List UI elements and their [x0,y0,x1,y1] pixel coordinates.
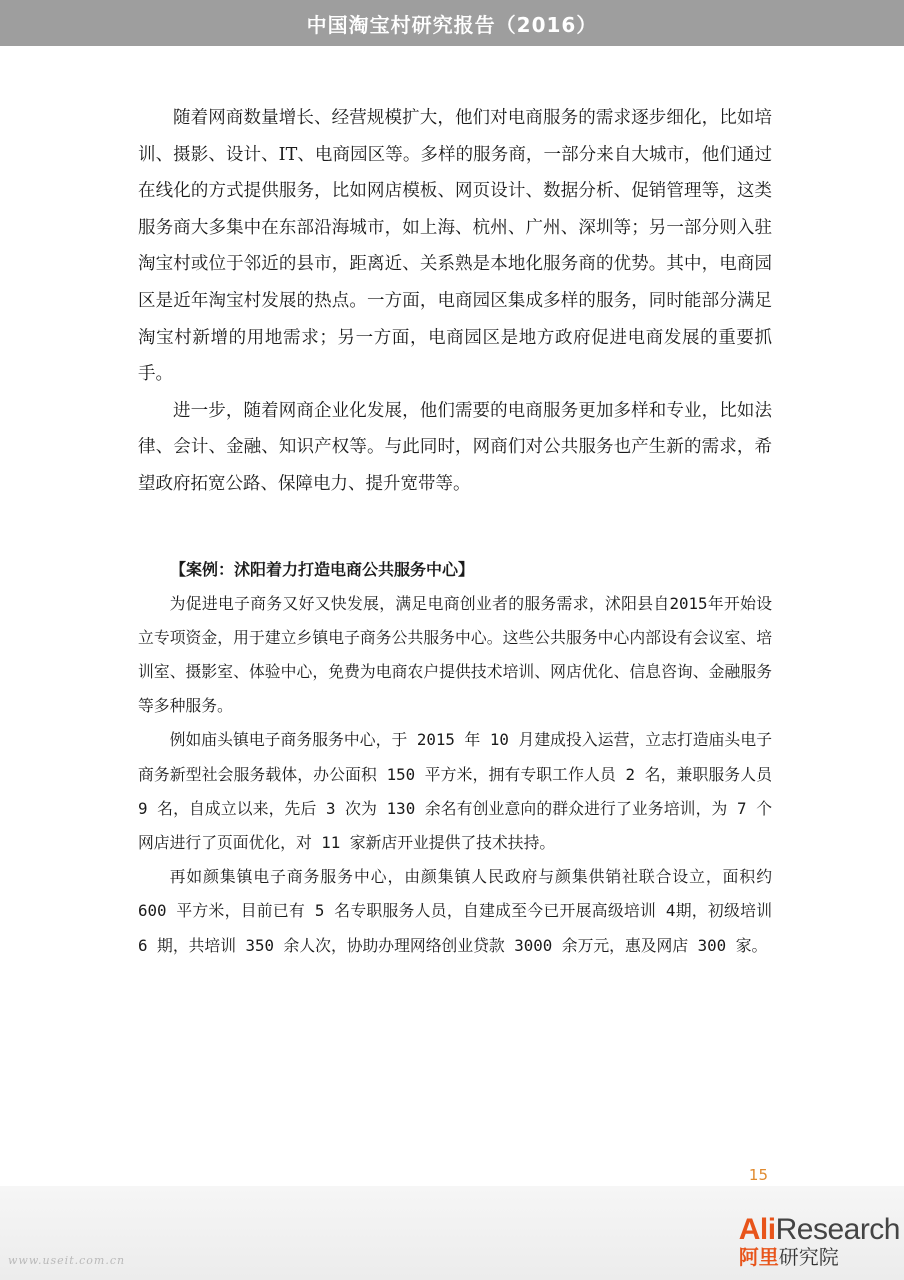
logo-english [739,1214,900,1246]
logo-ali: Ali [738,1213,776,1246]
logo-ali-cn: 阿里 [738,1245,779,1269]
aliresearch-logo [739,1214,900,1268]
page-content [138,100,772,963]
case-paragraph: 为促进电子商务又好又快发展，满足电商创业者的服务需求，沭阳县自2015年开始设立专项资金，用于建立乡镇电子商务公共服务中心。这些公共服务中心内部设有会议室、培训室、摄影室、体验中心，免费为电商农户提供技术培训、网店优化、信息咨询、金融服务等多种服务。 [138,593,772,716]
case-paragraph: 例如庙头镇电子商务服务中心，于 2015 年 10 月建成投入运营，立志打造庙头电子商务新型社会服务载体，办公面积 150 平方米，拥有专职工作人员 2 名，兼职服务人员 9 名，自成立以来，先后 3 次为 130 余名有创业意向的群众进行了业务培训，为 7 个网店进行了页面优化，对 11 家新店开业提供了技术扶持。 [138,730,772,852]
section-gap [138,503,772,553]
logo-chinese [739,1246,900,1268]
page-number: 15 [748,1166,768,1184]
body-paragraph: 进一步，随着网商企业化发展，他们需要的电商服务更加多样和专业，比如法律、会计、金融、知识产权等。与此同时，网商们对公共服务也产生新的需求，希望政府拓宽公路、保障电力、提升宽带等。 [138,400,772,494]
header-bar [0,0,904,46]
watermark: www.useit.com.cn [8,1254,126,1267]
report-title: 中国淘宝村研究报告（2016） [306,12,598,37]
logo-institute-cn: 研究院 [778,1245,839,1269]
body-paragraph: 随着网商数量增长、经营规模扩大，他们对电商服务的需求逐步细化，比如培训、摄影、设计、IT、电商园区等。多样的服务商，一部分来自大城市，他们通过在线化的方式提供服务，比如网店模板、网页设计、数据分析、促销管理等，这类服务商大多集中在东部沿海城市，如上海、杭州、广州、深圳等；另一部分则入驻淘宝村或位于邻近的县市，距离近、关系熟是本地化服务商的优势。其中，电商园区是近年淘宝村发展的热点。一方面，电商园区集成多样的服务，同时能部分满足淘宝村新增的用地需求；另一方面，电商园区是地方政府促进电商发展的重要抓手。 [138,108,772,385]
case-title: 【案例：沭阳着力打造电商公共服务中心】 [170,559,475,579]
logo-research: Research [775,1213,900,1246]
case-paragraph: 再如颜集镇电子商务服务中心，由颜集镇人民政府与颜集供销社联合设立，面积约 600 平方米，目前已有 5 名专职服务人员，自建成至今已开展高级培训 4期，初级培训 6 期，共培训 350 余人次，协助办理网络创业贷款 3000 余万元，惠及网店 300 家。 [138,867,772,955]
